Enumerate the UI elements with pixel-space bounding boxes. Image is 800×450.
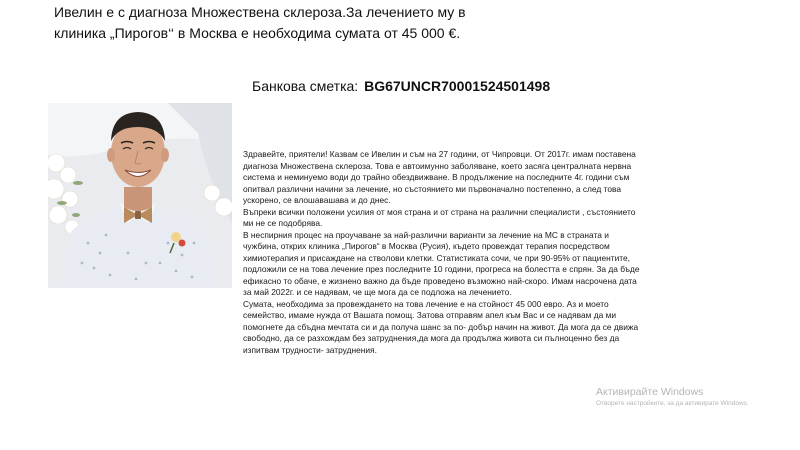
bank-account-label: Банкова сметка:: [252, 78, 359, 94]
portrait-photo: [48, 103, 232, 288]
bank-account-iban: BG67UNCR70001524501498: [364, 78, 551, 94]
bank-account-line: [252, 77, 550, 95]
windows-activation-watermark: [596, 386, 749, 408]
appeal-headline: Ивелин е с диагноза Множествена склероза.За лечението му в клиника „Пирогов‘‘ в Москва е необходима сумата от 45 000 €.: [54, 4, 466, 41]
watermark-title: Активирайте Windows: [596, 386, 704, 398]
story-paragraph: Сумата, необходима за провеждането на това лечение е на стойност 45 000 евро. Аз и моето семейство, имаме нужда от Вашата помощ. Затова отправям апел към Вас и се надявам да ми помогнете да сбъдна мечтата си и да получа шанс за по- добър начин на живот. Да мога да се движа свободно, да се разхождам без затруднения,да мога да продължа живота си пълноценно без да изпитвам трудности- затруднения.: [243, 298, 639, 355]
story-paragraph: Въпреки всички положени усилия от моя страна и от страна на различни специалисти , състоянието ми не се подобрява.: [243, 206, 636, 228]
smiling-man-icon: [48, 103, 232, 288]
watermark-subtitle: Отворете настройките, за да активирате Windows.: [596, 400, 749, 407]
story-paragraph: Здравейте, приятели! Казвам се Ивелин и съм на 27 години, от Чипровци. От 2017г. имам поставена диагноза Множествена склероза. Това е автоимунно заболяване, което засяга централната нервна система и неминуемо води до трайно обездвижване. В продължение на последните 4г. години съм опитвал различни начини за лечение, но състоянието ми първоначално постепенно, а след това ускорено, се влошавашава и до днес.: [243, 149, 636, 205]
story-paragraph: В неспирния процес на проучаване за най-различни варианти за лечение на МС в страната и чужбина, открих клиника „Пирогов“ в Москва (Русия), където провеждат терапия посредством химиотерапия и присаждане на стволови клетки. Статистиката сочи, че при 90-95% от пациентите, подложили се на това лечение през последните 10 години, прогреса на болестта е спрян. За да бъде ефикасно то обаче, е жизнено важно да бъде проведено възможно най-скоро. Имам насрочена дата за май 2022г. и се надявам, че ще мога да се подложа на лечението.: [243, 229, 640, 297]
story-text: [243, 149, 643, 356]
